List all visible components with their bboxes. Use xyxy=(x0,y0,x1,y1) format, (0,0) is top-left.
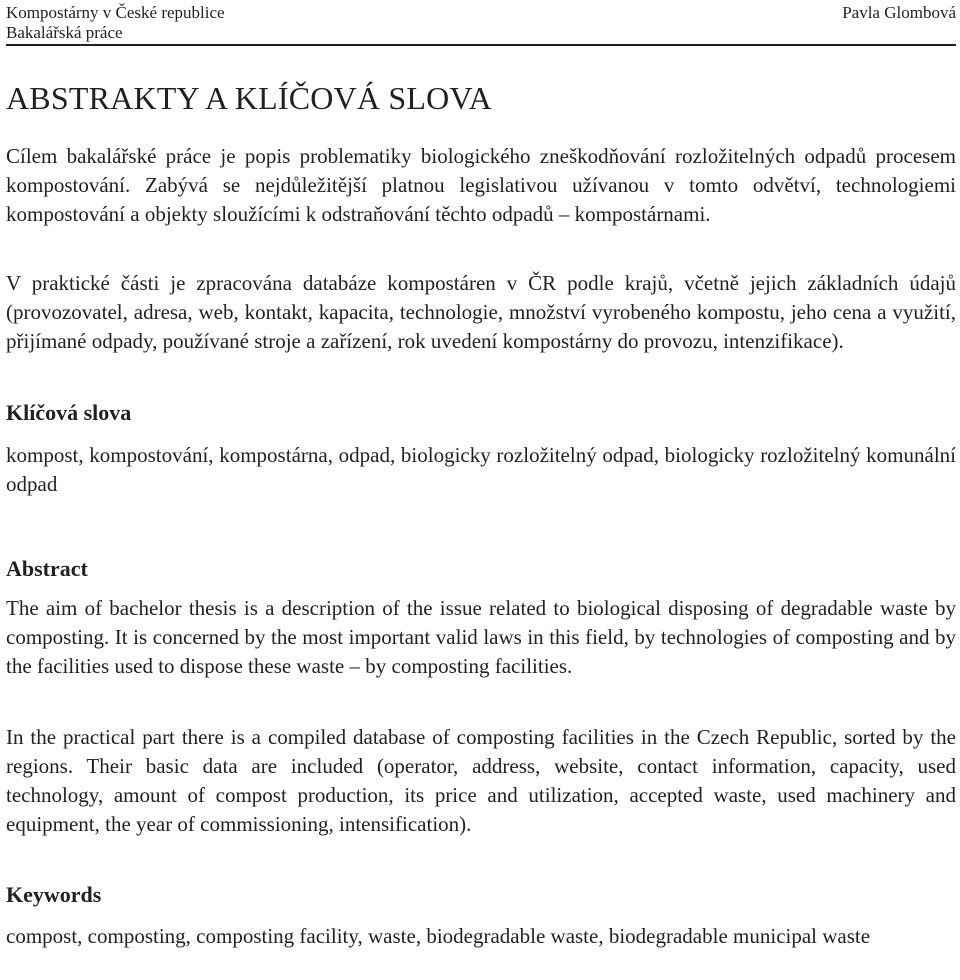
en-abstract-heading: Abstract xyxy=(6,556,88,581)
en-keywords: compost, composting, composting facility, waste, biodegradable waste, biodegradable municipal waste xyxy=(6,924,871,948)
cz-abstract-paragraph-1: Cílem bakalářské práce je popis problematiky biologického zneškodňování rozložitelných odpadů procesem kompostování. Zabývá se nejdůležitější platnou legislativou užívanou v tomto odvětví, technologiemi kompostování a objekty sloužícími k odstraňování těchto odpadů – kompostárnami. xyxy=(6,144,956,226)
en-keywords-heading: Keywords xyxy=(6,882,102,907)
running-header xyxy=(6,0,956,46)
en-abstract-paragraph-1: The aim of bachelor thesis is a description of the issue related to biological disposing of degradable waste by composting. It is concerned by the most important valid laws in this field, by technologies of composting and by the facilities used to dispose these waste – by composting facilities. xyxy=(6,596,956,678)
cz-keywords-heading: Klíčová slova xyxy=(6,400,132,425)
header-thesis-type: Bakalářská práce xyxy=(6,23,123,42)
header-left xyxy=(6,3,225,43)
document-page xyxy=(6,0,956,948)
cz-keywords: kompost, kompostování, kompostárna, odpad, biologicky rozložitelný odpad, biologicky rozložitelný komunální odpad xyxy=(6,443,956,496)
cz-abstract-paragraph-2: V praktické části je zpracována databáze kompostáren v ČR podle krajů, včetně jejich základních údajů (provozovatel, adresa, web, kontakt, kapacita, technologie, množství vyrobeného kompostu, jeho cena a využití, přijímané odpady, používané stroje a zařízení, rok uvedení kompostárny do provozu, intenzifikace). xyxy=(6,271,956,353)
header-thesis-title: Kompostárny v České republice xyxy=(6,3,225,22)
en-abstract-paragraph-2: In the practical part there is a compiled database of composting facilities in the Czech Republic, sorted by the regions. Their basic data are included (operator, address, website, contact information, capacity, used technology, amount of compost production, its price and utilization, accepted waste, used machinery and equipment, the year of commissioning, intensification). xyxy=(6,725,956,836)
page-title: ABSTRAKTY A KLÍČOVÁ SLOVA xyxy=(6,80,492,116)
header-author: Pavla Glombová xyxy=(842,3,956,22)
